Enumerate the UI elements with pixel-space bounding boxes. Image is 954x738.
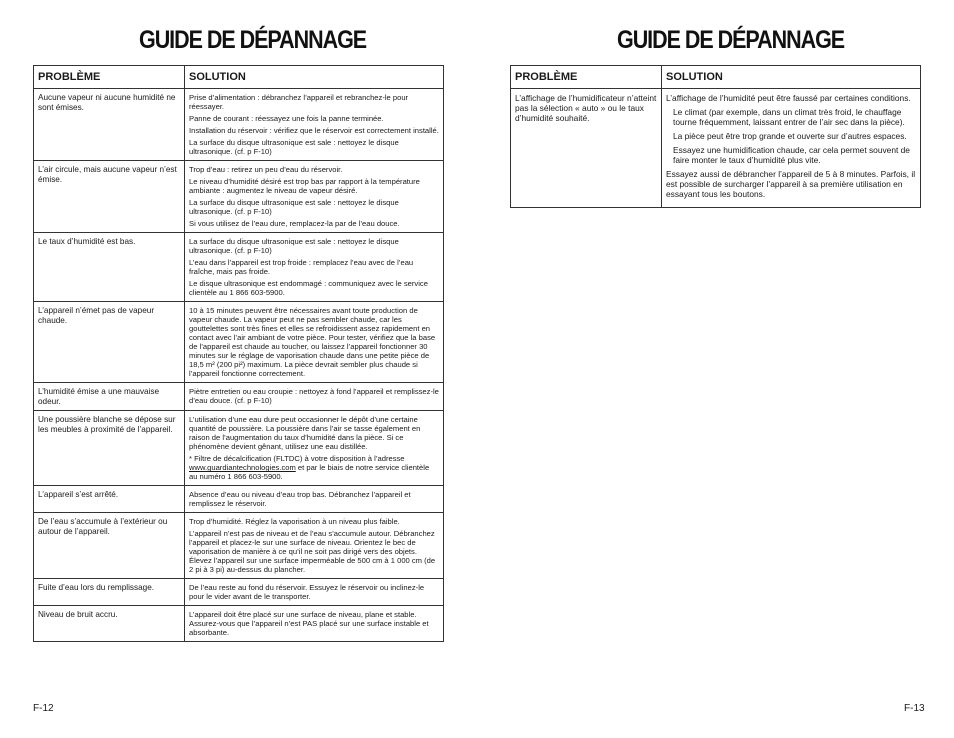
problem-cell: Aucune vapeur ni aucune humidité ne sont émises.: [34, 89, 185, 161]
table-row: [34, 89, 444, 161]
solution-text: L’affichage de l’humidité peut être faussé par certaines conditions.: [666, 93, 911, 103]
right-page: [477, 0, 954, 738]
table-row: [34, 302, 444, 383]
table-row: [34, 606, 444, 642]
problem-cell: L’appareil n’émet pas de vapeur chaude.: [34, 302, 185, 383]
solution-text: Si vous utilisez de l’eau dure, remplacez-la par de l’eau douce.: [189, 219, 400, 228]
website-link[interactable]: www.guardiantechnologies.com: [189, 463, 296, 473]
page-number: F-13: [904, 703, 925, 714]
solution-cell: [185, 233, 444, 302]
solution-text: L’eau dans l’appareil est trop froide : remplacez l’eau avec de l’eau fraîche, mais pas froide.: [189, 258, 414, 276]
solution-cell: [185, 579, 444, 606]
solution-item: La pièce peut être trop grande et ouverte sur d’autres espaces.: [673, 131, 907, 141]
problem-cell: De l’eau s’accumule à l’extérieur ou autour de l’appareil.: [34, 513, 185, 579]
table-header-row: [34, 66, 444, 89]
solution-cell: [185, 383, 444, 411]
solution-text: Trop d’eau : retirez un peu d’eau du réservoir.: [189, 165, 343, 174]
right-troubleshooting-table: [510, 65, 921, 208]
solution-cell: [662, 89, 921, 208]
problem-column-header: PROBLÈME: [34, 66, 185, 89]
solution-column-header: SOLUTION: [662, 66, 921, 89]
footnote-text: et par le biais de notre service clientèle au numéro 1 866 603-5900.: [189, 463, 430, 482]
solution-cell: [185, 411, 444, 486]
solution-text: L’utilisation d’une eau dure peut occasionner le dépôt d’une certaine quantité de poussière. La poussière dans l’air se tasse également en raison de l’augmentation du taux d’humidité dans la pièce. Si ce phénomène devient gênant, utilisez une eau distillée.: [189, 415, 421, 452]
solution-text: Absence d’eau ou niveau d’eau trop bas. Débranchez l’appareil et remplissez le réservoir.: [189, 490, 411, 509]
table-row: [34, 411, 444, 486]
left-page-title: GUIDE DE DÉPANNAGE: [139, 26, 367, 54]
solution-column-header: SOLUTION: [185, 66, 444, 89]
problem-cell: L’affichage de l’humidificateur n’atteint pas la sélection « auto » ou le taux d’humidité souhaité.: [511, 89, 662, 208]
problem-cell: Niveau de bruit accru.: [34, 606, 185, 642]
problem-cell: Une poussière blanche se dépose sur les meubles à proximité de l’appareil.: [34, 411, 185, 486]
problem-cell: L’air circule, mais aucune vapeur n’est émise.: [34, 161, 185, 233]
solution-text: La surface du disque ultrasonique est sale : nettoyez le disque ultrasonique. (cf. p F-10): [189, 138, 399, 156]
problem-cell: L’appareil s’est arrêté.: [34, 486, 185, 513]
table-row: [511, 89, 921, 208]
solution-item: Le climat (par exemple, dans un climat très froid, le chauffage tourne fréquemment, laissant entrer de l’air sec dans la pièce).: [673, 107, 905, 127]
solution-cell: [185, 89, 444, 161]
solution-text: Piètre entretien ou eau croupie : nettoyez à fond l’appareil et remplissez-le d’eau douce. (cf. p F-10): [189, 387, 439, 405]
footnote: [189, 454, 439, 481]
solution-cell: [185, 486, 444, 513]
left-troubleshooting-table: [33, 65, 444, 642]
solution-cell: [185, 302, 444, 383]
solution-text: Installation du réservoir : vérifiez que le réservoir est correctement installé.: [189, 126, 439, 135]
right-page-title: GUIDE DE DÉPANNAGE: [617, 26, 845, 54]
solution-text: L’appareil doit être placé sur une surface de niveau, plane et stable. Assurez-vous que l’appareil n’est PAS placé sur une surface instable et absorbante.: [189, 610, 429, 638]
solution-text: L’appareil n’est pas de niveau et de l’eau s’accumule autour. Débranchez l’appareil et placez-le sur une surface de niveau. Orientez le bec de vaporisation de manière à ce qu’il ne soit pas dirigé vers des objets. Élevez l’appareil sur une surface imperméable de 500 cm à 1 000 cm (de 2 pi à 3 pi) au-dessus du plancher.: [189, 529, 436, 575]
footnote-text: * Filtre de décalcification (FLTDC) à votre disposition à l’adresse: [189, 454, 405, 464]
table-header-row: [511, 66, 921, 89]
solution-text: La surface du disque ultrasonique est sale : nettoyez le disque ultrasonique. (cf. p F-10): [189, 198, 399, 216]
table-row: [34, 383, 444, 411]
page-number: F-12: [33, 703, 54, 714]
problem-cell: Le taux d’humidité est bas.: [34, 233, 185, 302]
solution-text: La surface du disque ultrasonique est sale : nettoyez le disque ultrasonique. (cf. p F-10): [189, 237, 399, 255]
solution-text: Prise d’alimentation : débranchez l’appareil et rebranchez-le pour réessayer.: [189, 93, 409, 111]
problem-cell: L’humidité émise a une mauvaise odeur.: [34, 383, 185, 411]
table-row: [34, 486, 444, 513]
solution-text: Le niveau d’humidité désiré est trop bas par rapport à la température ambiante : augmentez le niveau de vapeur désiré.: [189, 177, 420, 195]
solution-text: Trop d’humidité. Réglez la vaporisation à un niveau plus faible.: [189, 517, 400, 527]
solution-text: De l’eau reste au fond du réservoir. Essuyez le réservoir ou inclinez-le pour le vider avant de le transporter.: [189, 583, 425, 602]
solution-item: Essayez une humidification chaude, car cela permet souvent de faire monter le taux d’humidité plus vite.: [673, 145, 910, 165]
solution-text: Panne de courant : réessayez une fois la panne terminée.: [189, 114, 384, 123]
solution-cell: [185, 513, 444, 579]
solution-cell: [185, 606, 444, 642]
problem-cell: Fuite d’eau lors du remplissage.: [34, 579, 185, 606]
table-row: [34, 161, 444, 233]
solution-text: 10 à 15 minutes peuvent être nécessaires avant toute production de vapeur chaude. La vapeur peut ne pas sembler chaude, car les gouttelettes sont très fines et elles se refroidissent assez rapidement en contact avec l’air ambiant de votre pièce. Pour tester, vérifiez que la base de l’appareil est chaude au toucher, ou laissez l’appareil fonctionner 30 minutes sur le réglage de vaporisation chaude dans une petite pièce de 18,5 m² (200 pi²) maximum. La pièce devrait sembler plus chaude si l’appareil fonctionne correctement.: [189, 306, 436, 378]
table-row: [34, 233, 444, 302]
table-row: [34, 579, 444, 606]
solution-text: Essayez aussi de débrancher l’appareil de 5 à 8 minutes. Parfois, il est possible de surcharger l’appareil à sa première utilisation en essayant tous les boutons.: [666, 169, 916, 199]
problem-column-header: PROBLÈME: [511, 66, 662, 89]
solution-cell: [185, 161, 444, 233]
solution-text: Le disque ultrasonique est endommagé : communiquez avec le service clientèle au 1 866 603-5900.: [189, 279, 428, 297]
table-row: [34, 513, 444, 579]
